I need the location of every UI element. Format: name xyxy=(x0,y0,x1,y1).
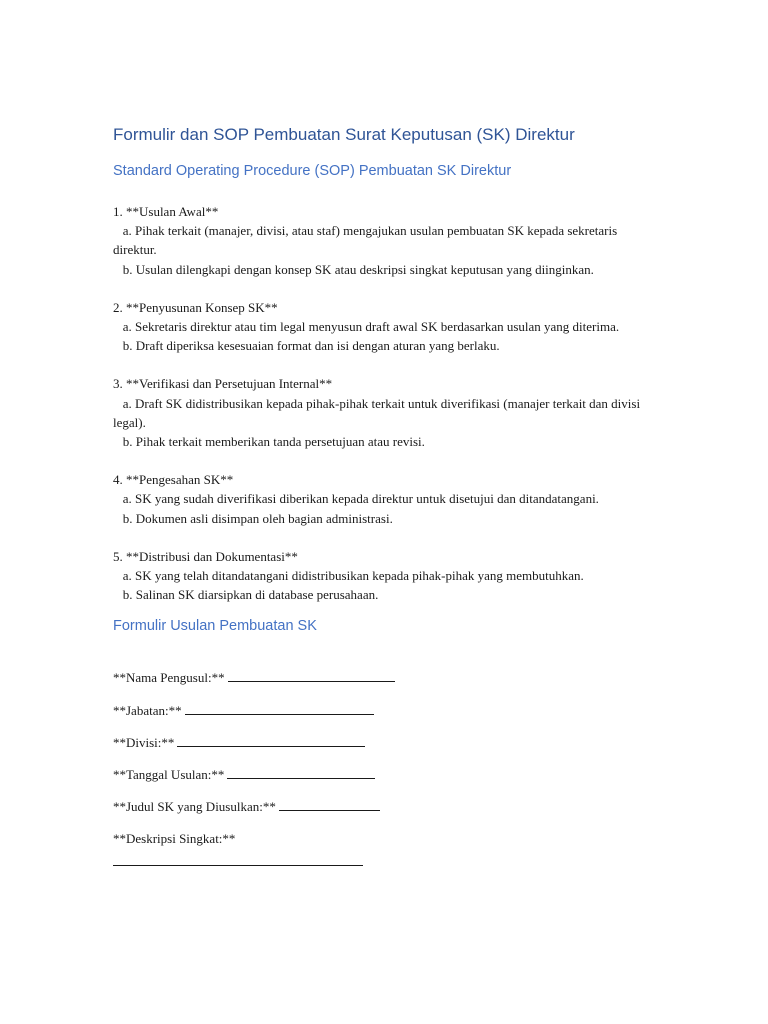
sop-step-4 xyxy=(113,470,653,528)
step-item: a. SK yang sudah diverifikasi diberikan kepada direktur untuk disetujui dan ditandatangani. xyxy=(122,491,599,507)
fill-in-blank[interactable] xyxy=(279,809,380,811)
step-item: b. Draft diperiksa kesesuaian format dan isi dengan aturan yang berlaku. xyxy=(122,338,500,354)
fill-in-blank[interactable] xyxy=(185,713,374,715)
form-heading: Formulir Usulan Pembuatan SK xyxy=(113,618,317,635)
field-label: **Deskripsi Singkat:** xyxy=(113,831,236,847)
field-label: **Judul SK yang Diusulkan:** xyxy=(113,799,276,815)
field-label: **Tanggal Usulan:** xyxy=(113,767,225,783)
step-title: 1. **Usulan Awal** xyxy=(113,204,219,219)
fill-in-blank[interactable] xyxy=(228,680,395,682)
field-label: **Divisi:** xyxy=(113,734,175,750)
field-label: **Nama Pengusul:** xyxy=(113,670,225,686)
step-item: b. Usulan dilengkapi dengan konsep SK atau deskripsi singkat keputusan yang diinginkan. xyxy=(122,261,594,277)
field-deskripsi-singkat xyxy=(113,829,653,861)
step-item: a. Sekretaris direktur atau tim legal menyusun draft awal SK berdasarkan usulan yang diterima. xyxy=(122,319,620,335)
step-item: a. Draft SK didistribusikan kepada pihak-pihak terkait untuk diverifikasi (manajer terkait dan divisi legal). xyxy=(113,395,641,430)
step-title: 5. **Distribusi dan Dokumentasi** xyxy=(113,548,298,564)
fill-in-blank[interactable] xyxy=(227,777,375,779)
form-fields xyxy=(113,668,653,865)
field-divisi xyxy=(113,733,653,765)
sop-heading: Standard Operating Procedure (SOP) Pembuatan SK Direktur xyxy=(113,163,512,179)
step-item: b. Salinan SK diarsipkan di database perusahaan. xyxy=(122,587,379,603)
step-item: b. Pihak terkait memberikan tanda persetujuan atau revisi. xyxy=(122,434,425,450)
step-title: 3. **Verifikasi dan Persetujuan Internal** xyxy=(113,376,333,392)
step-item: a. Pihak terkait (manajer, divisi, atau staf) mengajukan usulan pembuatan SK kepada sekretaris direktur. xyxy=(113,223,618,258)
document-title: Formulir dan SOP Pembuatan Surat Keputusan (SK) Direktur xyxy=(113,125,575,144)
step-item: a. SK yang telah ditandatangani didistribusikan kepada pihak-pihak yang membutuhkan. xyxy=(122,568,584,584)
field-judul-sk xyxy=(113,797,653,829)
document-page xyxy=(113,122,653,866)
step-title: 4. **Pengesahan SK** xyxy=(113,472,234,488)
fill-in-blank-deskripsi[interactable] xyxy=(113,865,363,866)
sop-step-3 xyxy=(113,374,653,451)
field-label: **Jabatan:** xyxy=(113,702,182,718)
field-jabatan xyxy=(113,701,653,733)
sop-step-2 xyxy=(113,298,653,356)
sop-step-5 xyxy=(113,547,653,605)
field-tanggal-usulan xyxy=(113,765,653,797)
fill-in-blank[interactable] xyxy=(177,745,365,747)
sop-step-1 xyxy=(113,202,653,279)
step-item: b. Dokumen asli disimpan oleh bagian administrasi. xyxy=(122,510,393,526)
field-nama-pengusul xyxy=(113,668,653,700)
step-title: 2. **Penyusunan Konsep SK** xyxy=(113,299,278,315)
sop-steps xyxy=(113,202,653,604)
